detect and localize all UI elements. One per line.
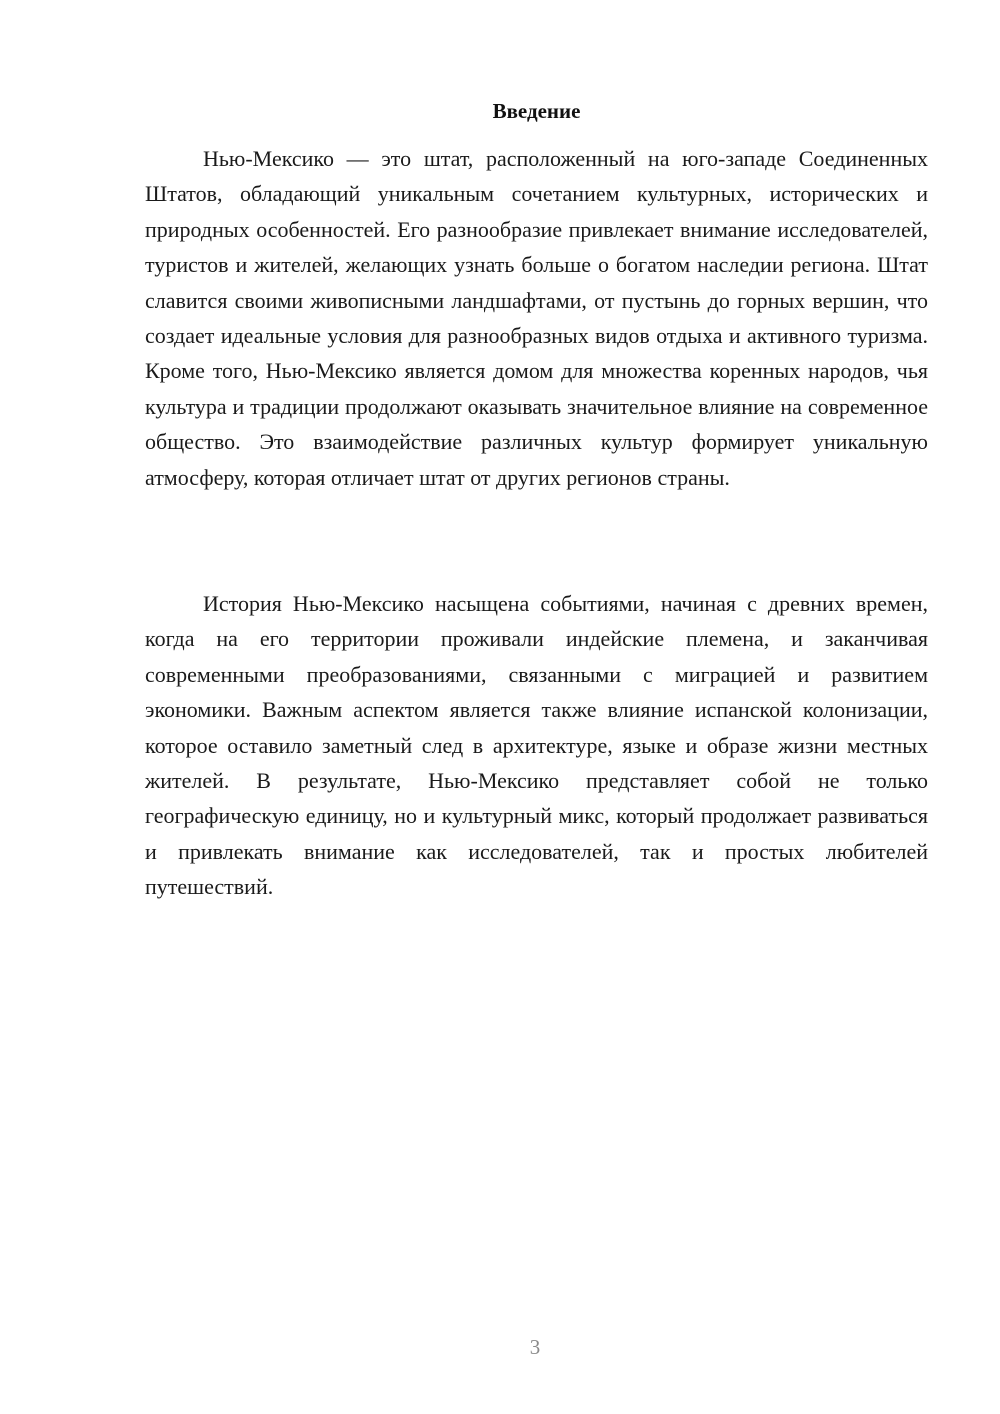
paragraph-1: Нью-Мексико — это штат, расположенный на юго-западе Соединенных Штатов, обладающий уникальным сочетанием культурных, исторических и природных особенностей. Его разнообразие привлекает внимание исследователей, туристов и жителей, желающих узнать больше о богатом наследии региона. Штат славится своими живописными ландшафтами, от пустынь до горных вершин, что создает идеальные условия для разнообразных видов отдыха и активного туризма. Кроме того, Нью-Мексико является домом для множества коренных народов, чья культура и традиции продолжают оказывать значительное влияние на современное общество. Это взаимодействие различных культур формирует уникальную атмосферу, которая отличает штат от других регионов страны. xyxy=(145,146,928,490)
paragraph-2-container xyxy=(145,586,928,905)
page-number: 3 xyxy=(529,1335,541,1359)
paragraph-1-container xyxy=(145,141,928,495)
page-title: Введение xyxy=(492,99,581,123)
paragraph-2: История Нью-Мексико насыщена событиями, начиная с древних времен, когда на его территории проживали индейские племена, и заканчивая современными преобразованиями, связанными с миграцией и развитием экономики. Важным аспектом является также влияние испанской колонизации, которое оставило заметный след в архитектуре, языке и образе жизни местных жителей. В результате, Нью-Мексико представляет собой не только географическую единицу, но и культурный микс, который продолжает развиваться и привлекать внимание как исследователей, так и простых любителей путешествий. xyxy=(145,591,928,900)
